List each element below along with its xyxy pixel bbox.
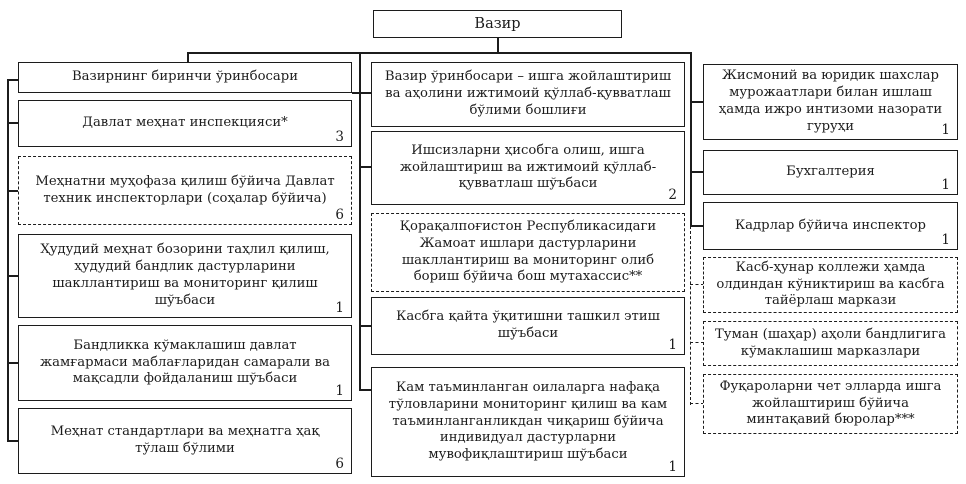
connector-cross-rail	[352, 92, 372, 94]
box-label: Туман (шаҳар) аҳоли бандлигига кўмаклашиш марказлари	[715, 326, 946, 359]
connector-right-stub-6	[690, 403, 704, 404]
connector-left-spine	[7, 79, 9, 442]
staff-count: 6	[335, 455, 344, 472]
unemployed-registration-box	[371, 131, 685, 205]
regional-foreign-employment-bureaus-box	[703, 374, 958, 434]
accounting-box	[703, 150, 958, 195]
connector-middle-spine	[359, 52, 361, 391]
connector-top-rail	[187, 52, 691, 54]
box-label: Қорақалпоғистон Республикасидаги Жамоат ишлари дастурларини шакллантириш ва мониторинг олиб бориш бўйича бош мутахассис**	[399, 218, 657, 285]
minister-label: Вазир	[474, 15, 521, 32]
connector-right-stub-1	[690, 101, 704, 103]
box-label: Бухгалтерия	[786, 164, 875, 180]
box-label: Фуқароларни чет элларда ишга жойлаштириш бўйича минтақавий бюролар***	[719, 378, 942, 428]
connector-right-stub-2	[690, 171, 704, 173]
staff-count: 1	[941, 176, 950, 193]
box-label: Давлат меҳнат инспекцияси*	[82, 115, 288, 131]
box-label: Бандликка кўмаклашиш давлат жамғармаси маблағларидан самарали ва мақсадли фойдаланиш шўъбаси	[40, 337, 330, 387]
staff-count: 1	[335, 299, 344, 316]
connector-right-stub-4	[690, 284, 704, 285]
first-deputy-minister-box	[18, 62, 352, 93]
staff-count: 1	[668, 458, 677, 475]
box-label: Вазирнинг биринчи ўринбосари	[71, 69, 299, 85]
technical-inspectors-box	[18, 156, 352, 225]
box-label: Кам таъминланган оилаларга нафақа тўловларини мониторинг қилиш ва кам таъминланганликдан чиқариш бўйича индивидуал дастурларни мувофиқлаштириш шўъбаси	[388, 379, 668, 463]
box-label: Меҳнат стандартлари ва меҳнатга ҳақ тўлаш бўлими	[50, 424, 320, 456]
box-label: Касб-ҳунар коллежи ҳамда олдиндан кўниктириш ва касбга тайёрлаш маркази	[716, 259, 945, 309]
box-label: Жисмоний ва юридик шахслар мурожаатлари билан ишлаш ҳамда ижро интизоми назорати гуруҳи	[718, 68, 943, 134]
staff-count: 1	[335, 382, 344, 399]
box-label: Вазир ўринбосари – ишга жойлаштириш ва аҳолини ижтимоий қўллаб-қувватлаш бўлими бошлиғи	[384, 69, 672, 118]
vocational-retraining-box	[371, 297, 685, 355]
box-label: Касбга қайта ўқитишни ташкил этиш шўъбаси	[396, 309, 660, 341]
employment-fund-utilization-box	[18, 325, 352, 401]
vocational-college-center-box	[703, 257, 958, 313]
staff-count: 1	[941, 231, 950, 248]
staff-count: 3	[335, 128, 344, 145]
low-income-benefits-monitoring-box	[371, 367, 685, 477]
hr-inspector-box	[703, 202, 958, 250]
karakalpakstan-public-works-specialist-box	[371, 213, 685, 292]
connector-right-spine-solid	[690, 52, 692, 227]
connector-right-stub-5	[690, 342, 704, 343]
staff-count: 1	[668, 336, 677, 353]
labor-standards-pay-box	[18, 408, 352, 474]
box-label: Меҳнатни муҳофаза қилиш бўйича Давлат техник инспекторлари (соҳалар бўйича)	[35, 173, 335, 206]
box-label: Ҳудудий меҳнат бозорини таҳлил қилиш, ҳудудий бандлик дастурларини шакллантириш ва мониторинг қилиш шўъбаси	[40, 242, 330, 308]
connector-root-drop	[497, 38, 499, 53]
connector-right-stub-3	[690, 225, 704, 227]
connector-right-spine-dashed	[690, 226, 691, 405]
staff-count: 2	[668, 186, 677, 203]
minister-box	[373, 10, 622, 38]
staff-count: 1	[941, 121, 950, 138]
deputy-minister-employment-box	[371, 62, 685, 127]
district-employment-centers-box	[703, 321, 958, 366]
appeals-discipline-group-box	[703, 64, 958, 140]
box-label: Кадрлар бўйича инспектор	[734, 217, 927, 233]
connector-left-header-drop	[187, 52, 189, 62]
regional-labor-market-analysis-box	[18, 234, 352, 318]
state-labor-inspection-box	[18, 100, 352, 147]
box-label: Ишсизларни ҳисобга олиш, ишга жойлаштириш ва ижтимоий қўллаб-қувватлаш шўъбаси	[399, 142, 657, 192]
staff-count: 6	[335, 206, 344, 223]
